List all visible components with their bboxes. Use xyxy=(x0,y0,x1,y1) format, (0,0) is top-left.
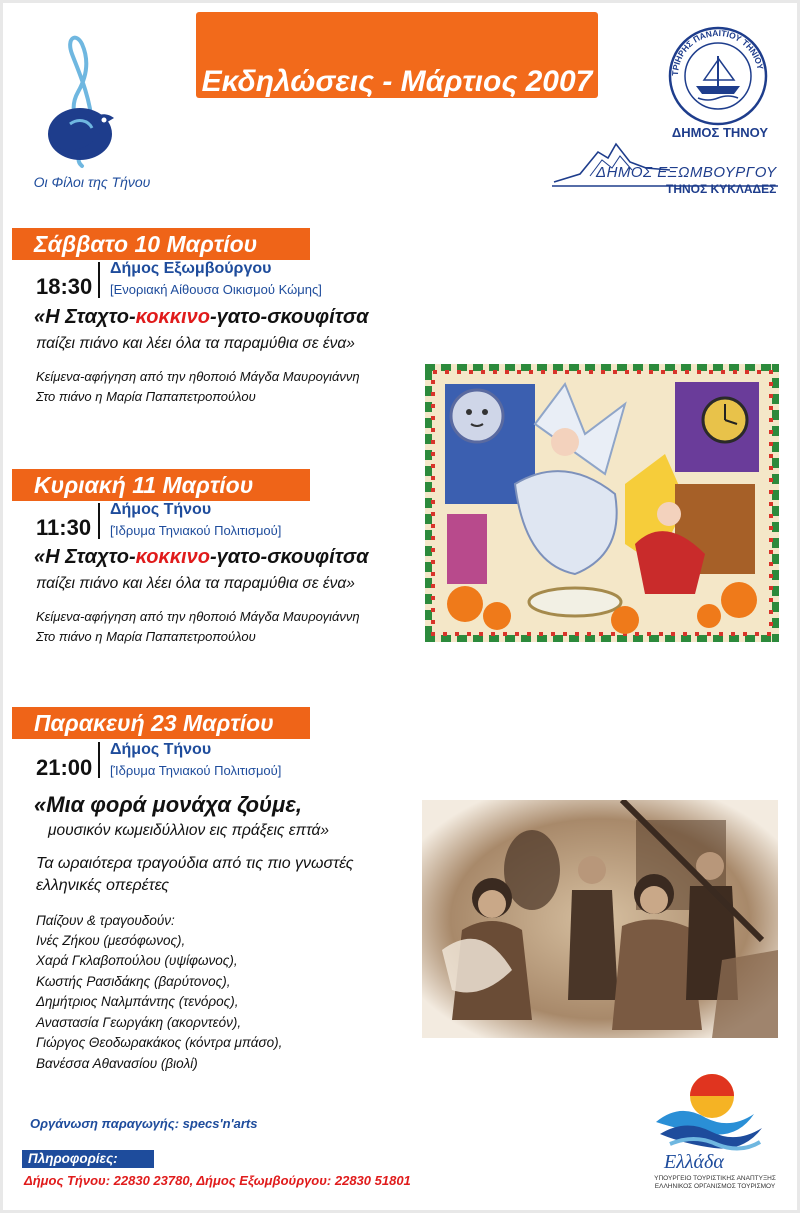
event-1-title xyxy=(34,306,369,329)
event-2-title-a: «Η Σταχτο- xyxy=(34,546,136,568)
friends-of-tinos-logo xyxy=(30,26,130,172)
event-1-hall: [Ενοριακή Αίθουσα Οικισμού Κώμης] xyxy=(110,282,322,297)
event-2-time: 11:30 xyxy=(36,515,92,540)
event-3-cast-header: Παίζουν & τραγουδούν: xyxy=(36,913,175,928)
event-3-divider xyxy=(98,742,100,778)
event-1-date-bar: Σάββατο 10 Μαρτίου xyxy=(12,228,310,260)
cast-member-5: Αναστασία Γεωργάκη (ακορντεόν), xyxy=(36,1015,242,1030)
event-2-title-b: -γατο-σκουφίτσα xyxy=(209,546,369,568)
event-3-venue: Δήμος Τήνου xyxy=(110,741,212,758)
event-1-time: 18:30 xyxy=(36,274,93,299)
event-1-title-red: κοκκινο xyxy=(135,306,210,328)
event-2-credit-piano: Στο πιάνο η Μαρία Παπαπετροπούλου xyxy=(36,629,256,644)
event-2-hall: [Ίδρυμα Τηνιακού Πολιτισμού] xyxy=(110,523,282,538)
operetta-cast-photo xyxy=(422,800,778,1038)
exombourgo-logo-sub: ΤΗΝΟΣ ΚΥΚΛΑΔΕΣ xyxy=(666,182,777,196)
fairytale-illustration xyxy=(425,364,779,642)
greece-tourism-caption xyxy=(640,1175,790,1191)
event-1-title-b: -γατο-σκουφίτσα xyxy=(209,306,369,328)
event-1-credit-narration: Κείμενα-αφήγηση από την ηθοποιό Μάγδα Μαυρογιάννη xyxy=(36,369,360,384)
event-3-subtitle: μουσικόν κωμειδύλλιον εις πράξεις επτά» xyxy=(48,822,330,839)
event-2-title-red: κοκκινο xyxy=(135,546,210,568)
seal-ring-text: ΤΡΙΗΡΗΣ ΠΑΝΑΙΤΙΟΥ ΤΗΝΙΟΥ xyxy=(669,27,766,77)
event-2-divider xyxy=(98,503,100,539)
greece-caption-line1: ΥΠΟΥΡΓΕΙΟ ΤΟΥΡΙΣΤΙΚΗΣ ΑΝΑΠΤΥΞΗΣ xyxy=(654,1175,776,1182)
event-2-subtitle: παίζει πιάνο και λέει όλα τα παραμύθια σε ένα» xyxy=(36,575,355,592)
cast-member-7: Βανέσσα Αθανασίου (βιολί) xyxy=(36,1056,198,1071)
info-phone-numbers: Δήμος Τήνου: 22830 23780, Δήμος Εξωμβούργου: 22830 51801 xyxy=(24,1173,411,1188)
page-title-box xyxy=(196,12,598,98)
event-2-venue: Δήμος Τήνου xyxy=(110,501,212,518)
greece-caption-line2: ΕΛΛΗΝΙΚΟΣ ΟΡΓΑΝΙΣΜΟΣ ΤΟΥΡΙΣΜΟΥ xyxy=(654,1183,776,1190)
event-3-time: 21:00 xyxy=(36,755,93,780)
cast-member-3: Κωστής Ρασιδάκης (βαρύτονος), xyxy=(36,974,231,989)
event-2-date-bar: Κυριακή 11 Μαρτίου xyxy=(12,469,310,501)
event-2-credit-narration: Κείμενα-αφήγηση από την ηθοποιό Μάγδα Μαυρογιάννη xyxy=(36,609,360,624)
organization-credit: Οργάνωση παραγωγής: specs'n'arts xyxy=(30,1116,258,1131)
event-1-credit-piano: Στο πιάνο η Μαρία Παπαπετροπούλου xyxy=(36,389,256,404)
event-1-venue: Δήμος Εξωμβούργου xyxy=(110,260,272,277)
municipality-tinos-seal xyxy=(668,26,768,126)
event-3-description-line2: ελληνικές οπερέτες xyxy=(36,877,170,894)
greece-logo-wordmark: Ελλάδα xyxy=(664,1151,724,1172)
event-3-date-bar: Παρακευή 23 Μαρτίου xyxy=(12,707,310,739)
cast-member-2: Χαρά Γκλαβοπούλου (υψίφωνος), xyxy=(36,953,238,968)
info-label: Πληροφορίες: xyxy=(22,1150,154,1168)
cast-member-1: Ινές Ζήκου (μεσόφωνος), xyxy=(36,933,186,948)
event-1-title-a: «Η Σταχτο- xyxy=(34,306,136,328)
event-2-title xyxy=(34,546,369,569)
greece-tourism-logo xyxy=(650,1068,780,1172)
cast-member-4: Δημήτριος Ναλμπάντης (τενόρος), xyxy=(36,994,239,1009)
page-title: Εκδηλώσεις - Μάρτιος 2007 xyxy=(201,65,593,98)
friends-logo-caption: Οι Φίλοι της Τήνου xyxy=(33,174,151,190)
event-1-divider xyxy=(98,262,100,298)
exombourgo-logo-name: ΔΗΜΟΣ ΕΞΩΜΒΟΥΡΓΟΥ xyxy=(596,164,777,181)
seal-caption: ΔΗΜΟΣ ΤΗΝΟΥ xyxy=(671,125,769,140)
event-1-subtitle: παίζει πιάνο και λέει όλα τα παραμύθια σε ένα» xyxy=(36,335,355,352)
event-3-hall: [Ίδρυμα Τηνιακού Πολιτισμού] xyxy=(110,763,282,778)
cast-member-6: Γιώργος Θεοδωρακάκος (κόντρα μπάσο), xyxy=(36,1035,283,1050)
event-3-title: «Μια φορά μονάχα ζούμε, xyxy=(34,792,302,817)
event-3-description-line1: Τα ωραιότερα τραγούδια από τις πιο γνωστές xyxy=(36,855,354,872)
